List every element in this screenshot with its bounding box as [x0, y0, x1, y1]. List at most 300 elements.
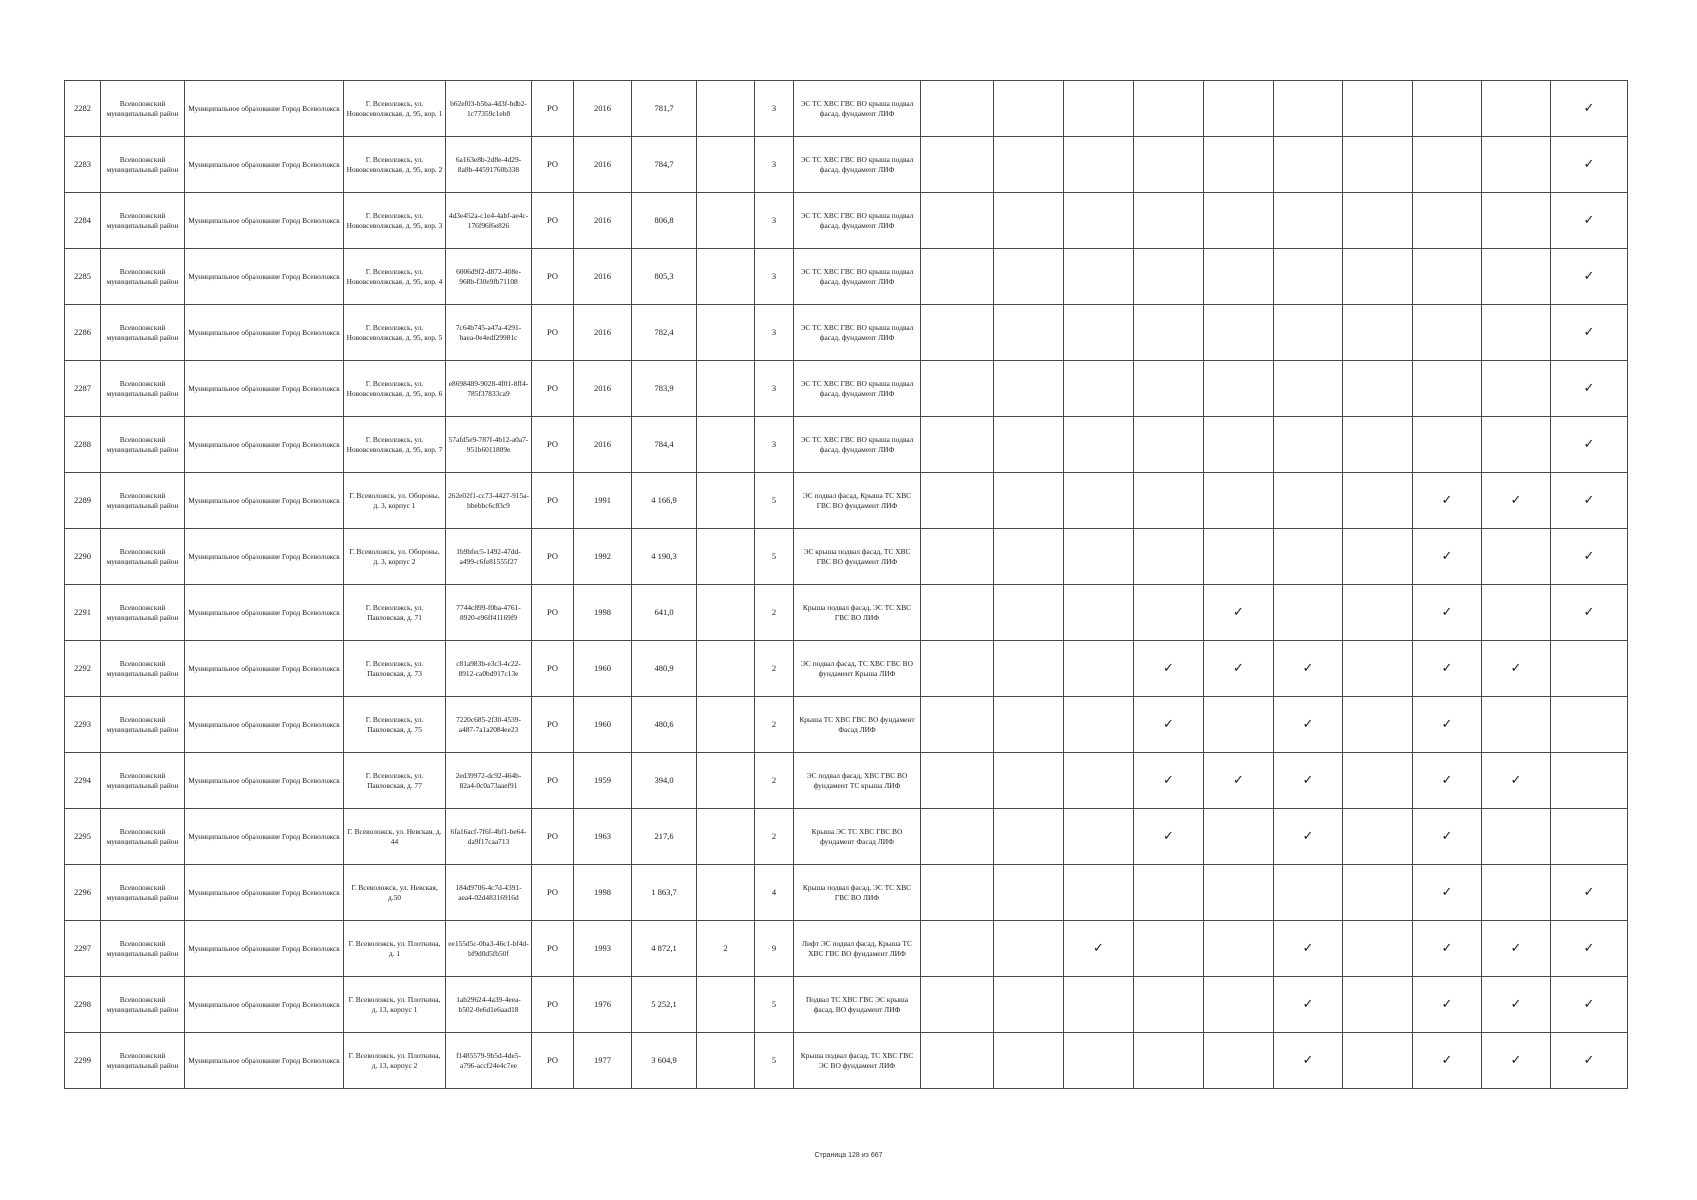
municipality-cell: Муниципальное образование Город Всеволожск	[185, 809, 344, 865]
guid-cell: f1485579-9b5d-4de5-a796-accf24e4c7ee	[446, 1033, 532, 1089]
empty-cell	[1064, 473, 1134, 529]
empty-cell	[921, 249, 994, 305]
empty-cell	[1064, 529, 1134, 585]
type-cell: РО	[532, 193, 574, 249]
address-cell: Г. Всеволожск, ул. Нововсеволжская, д. 95, кор. 7	[344, 417, 446, 473]
table-row	[65, 361, 1628, 417]
type-cell: РО	[532, 697, 574, 753]
year-cell: 2016	[574, 361, 632, 417]
empty-cell	[994, 1033, 1064, 1089]
type-cell: РО	[532, 305, 574, 361]
floors-cell: 3	[755, 249, 794, 305]
empty-cell	[1274, 473, 1343, 529]
address-cell: Г. Всеволожск, ул. Павловская, д. 77	[344, 753, 446, 809]
empty-cell	[1134, 529, 1204, 585]
empty-cell	[1482, 249, 1551, 305]
address-cell: Г. Всеволожск, ул. Нововсеволжская, д. 95, кор. 5	[344, 305, 446, 361]
area-cell: 784,4	[632, 417, 697, 473]
empty-cell	[1064, 585, 1134, 641]
checkmark-icon: ✓	[1482, 753, 1551, 809]
checkmark-icon: ✓	[1274, 641, 1343, 697]
floors-cell: 2	[755, 753, 794, 809]
guid-cell: 7744c899-f0ba-4761-8920-e96ff41169f9	[446, 585, 532, 641]
empty-cell	[994, 417, 1064, 473]
works-cell: ЭС ТС ХВС ГВС ВО крыша подвал фасад, фундамент ЛИФ	[794, 81, 921, 137]
extra-count-cell	[697, 361, 755, 417]
guid-cell: c81a983b-e3c3-4c22-8912-ca0bd917c13e	[446, 641, 532, 697]
empty-cell	[1482, 193, 1551, 249]
district-cell: Всеволожский муниципальный район	[101, 193, 185, 249]
type-cell: РО	[532, 249, 574, 305]
works-cell: Крыша ТС ХВС ГВС ВО фундамент Фасад ЛИФ	[794, 697, 921, 753]
area-cell: 641,0	[632, 585, 697, 641]
municipality-cell: Муниципальное образование Город Всеволожск	[185, 529, 344, 585]
floors-cell: 3	[755, 361, 794, 417]
table-row	[65, 81, 1628, 137]
extra-count-cell	[697, 977, 755, 1033]
year-cell: 2016	[574, 137, 632, 193]
year-cell: 2016	[574, 81, 632, 137]
empty-cell	[1134, 585, 1204, 641]
district-cell: Всеволожский муниципальный район	[101, 417, 185, 473]
works-cell: ЭС подвал фасад, ТС ХВС ГВС ВО фундамент Крыша ЛИФ	[794, 641, 921, 697]
row-number: 2292	[65, 641, 101, 697]
district-cell: Всеволожский муниципальный район	[101, 641, 185, 697]
empty-cell	[994, 361, 1064, 417]
row-number: 2296	[65, 865, 101, 921]
empty-cell	[1274, 305, 1343, 361]
checkmark-icon: ✓	[1413, 753, 1482, 809]
district-cell: Всеволожский муниципальный район	[101, 361, 185, 417]
empty-cell	[1413, 81, 1482, 137]
municipality-cell: Муниципальное образование Город Всеволожск	[185, 361, 344, 417]
floors-cell: 5	[755, 473, 794, 529]
empty-cell	[921, 529, 994, 585]
extra-count-cell	[697, 473, 755, 529]
extra-count-cell: 2	[697, 921, 755, 977]
empty-cell	[1274, 417, 1343, 473]
empty-cell	[1204, 865, 1274, 921]
empty-cell	[1274, 585, 1343, 641]
empty-cell	[1413, 417, 1482, 473]
empty-cell	[921, 865, 994, 921]
empty-cell	[1482, 809, 1551, 865]
district-cell: Всеволожский муниципальный район	[101, 81, 185, 137]
checkmark-icon: ✓	[1482, 1033, 1551, 1089]
empty-cell	[1204, 81, 1274, 137]
municipality-cell: Муниципальное образование Город Всеволожск	[185, 193, 344, 249]
checkmark-icon: ✓	[1413, 641, 1482, 697]
checkmark-icon: ✓	[1134, 697, 1204, 753]
empty-cell	[1064, 81, 1134, 137]
type-cell: РО	[532, 417, 574, 473]
floors-cell: 2	[755, 641, 794, 697]
empty-cell	[994, 809, 1064, 865]
year-cell: 1992	[574, 529, 632, 585]
year-cell: 1963	[574, 809, 632, 865]
works-cell: Лифт ЭС подвал фасад, Крыша ТС ХВС ГВС ВО фундамент ЛИФ	[794, 921, 921, 977]
row-number: 2293	[65, 697, 101, 753]
guid-cell: 2ed39972-dc92-464b-82a4-0c0a73aaef91	[446, 753, 532, 809]
empty-cell	[1064, 641, 1134, 697]
area-cell: 217,6	[632, 809, 697, 865]
works-cell: Крыша подвал фасад, ТС ХВС ГВС ЭС ВО фундамент ЛИФ	[794, 1033, 921, 1089]
empty-cell	[1204, 473, 1274, 529]
table-row	[65, 249, 1628, 305]
guid-cell: 6fa16acf-7f6f-4bf1-be64-da9f17caa713	[446, 809, 532, 865]
checkmark-icon: ✓	[1551, 249, 1628, 305]
empty-cell	[994, 753, 1064, 809]
area-cell: 784,7	[632, 137, 697, 193]
empty-cell	[1274, 529, 1343, 585]
checkmark-icon: ✓	[1551, 977, 1628, 1033]
works-cell: Крыша подвал фасад, ЭС ТС ХВС ГВС ВО ЛИФ	[794, 585, 921, 641]
empty-cell	[1343, 977, 1413, 1033]
row-number: 2290	[65, 529, 101, 585]
extra-count-cell	[697, 809, 755, 865]
table-row	[65, 529, 1628, 585]
guid-cell: 1ab29624-4a39-4eea-b502-0e6d1e6aad18	[446, 977, 532, 1033]
empty-cell	[1274, 249, 1343, 305]
empty-cell	[1482, 361, 1551, 417]
empty-cell	[1064, 865, 1134, 921]
works-cell: Крыша подвал фасад, ЭС ТС ХВС ГВС ВО ЛИФ	[794, 865, 921, 921]
municipality-cell: Муниципальное образование Город Всеволожск	[185, 81, 344, 137]
empty-cell	[1274, 193, 1343, 249]
empty-cell	[1482, 585, 1551, 641]
empty-cell	[1064, 249, 1134, 305]
extra-count-cell	[697, 641, 755, 697]
empty-cell	[1134, 417, 1204, 473]
table-row	[65, 585, 1628, 641]
checkmark-icon: ✓	[1551, 193, 1628, 249]
empty-cell	[1413, 305, 1482, 361]
checkmark-icon: ✓	[1413, 473, 1482, 529]
guid-cell: 262e02f1-cc73-4427-915a-bbebbc6c83c9	[446, 473, 532, 529]
empty-cell	[1134, 473, 1204, 529]
empty-cell	[1274, 865, 1343, 921]
empty-cell	[1064, 1033, 1134, 1089]
row-number: 2286	[65, 305, 101, 361]
address-cell: Г. Всеволожск, ул. Плоткина, д. 13, корпус 1	[344, 977, 446, 1033]
table-row	[65, 473, 1628, 529]
area-cell: 4 872,1	[632, 921, 697, 977]
row-number: 2291	[65, 585, 101, 641]
row-number: 2283	[65, 137, 101, 193]
empty-cell	[1482, 697, 1551, 753]
district-cell: Всеволожский муниципальный район	[101, 697, 185, 753]
works-cell: ЭС ТС ХВС ГВС ВО крыша подвал фасад, фундамент ЛИФ	[794, 417, 921, 473]
checkmark-icon: ✓	[1482, 641, 1551, 697]
row-number: 2288	[65, 417, 101, 473]
empty-cell	[1134, 249, 1204, 305]
checkmark-icon: ✓	[1551, 473, 1628, 529]
district-cell: Всеволожский муниципальный район	[101, 809, 185, 865]
empty-cell	[1134, 865, 1204, 921]
empty-cell	[1204, 697, 1274, 753]
empty-cell	[1064, 137, 1134, 193]
empty-cell	[921, 417, 994, 473]
address-cell: Г. Всеволожск, ул. Плоткина, д. 1	[344, 921, 446, 977]
floors-cell: 3	[755, 137, 794, 193]
address-cell: Г. Всеволожск, ул. Невская, д.50	[344, 865, 446, 921]
municipality-cell: Муниципальное образование Город Всеволожск	[185, 1033, 344, 1089]
empty-cell	[1204, 137, 1274, 193]
empty-cell	[1343, 585, 1413, 641]
empty-cell	[1134, 1033, 1204, 1089]
empty-cell	[1204, 977, 1274, 1033]
table-row	[65, 697, 1628, 753]
municipality-cell: Муниципальное образование Город Всеволожск	[185, 137, 344, 193]
extra-count-cell	[697, 305, 755, 361]
address-cell: Г. Всеволожск, ул. Обороны, д. 3, корпус 2	[344, 529, 446, 585]
area-cell: 805,3	[632, 249, 697, 305]
empty-cell	[1343, 193, 1413, 249]
municipality-cell: Муниципальное образование Город Всеволожск	[185, 753, 344, 809]
empty-cell	[1064, 361, 1134, 417]
empty-cell	[921, 1033, 994, 1089]
checkmark-icon: ✓	[1551, 585, 1628, 641]
empty-cell	[1274, 137, 1343, 193]
floors-cell: 5	[755, 529, 794, 585]
district-cell: Всеволожский муниципальный район	[101, 137, 185, 193]
floors-cell: 2	[755, 697, 794, 753]
guid-cell: b62ef03-b5ba-4d3f-bdb2-1c77359c1eb8	[446, 81, 532, 137]
empty-cell	[1134, 361, 1204, 417]
empty-cell	[994, 137, 1064, 193]
extra-count-cell	[697, 417, 755, 473]
empty-cell	[1343, 305, 1413, 361]
district-cell: Всеволожский муниципальный район	[101, 305, 185, 361]
empty-cell	[1064, 753, 1134, 809]
empty-cell	[1482, 529, 1551, 585]
checkmark-icon: ✓	[1413, 697, 1482, 753]
guid-cell: 6006d9f2-d872-408e-968b-f30e9fb71108	[446, 249, 532, 305]
empty-cell	[1413, 137, 1482, 193]
empty-cell	[1343, 137, 1413, 193]
area-cell: 5 252,1	[632, 977, 697, 1033]
empty-cell	[1064, 977, 1134, 1033]
type-cell: РО	[532, 641, 574, 697]
empty-cell	[921, 641, 994, 697]
works-cell: ЭС крыша подвал фасад, ТС ХВС ГВС ВО фундамент ЛИФ	[794, 529, 921, 585]
empty-cell	[921, 473, 994, 529]
extra-count-cell	[697, 753, 755, 809]
year-cell: 1998	[574, 585, 632, 641]
empty-cell	[921, 305, 994, 361]
floors-cell: 2	[755, 809, 794, 865]
municipality-cell: Муниципальное образование Город Всеволожск	[185, 697, 344, 753]
address-cell: Г. Всеволожск, ул. Нововсеволжская, д. 95, кор. 4	[344, 249, 446, 305]
row-number: 2282	[65, 81, 101, 137]
row-number: 2285	[65, 249, 101, 305]
row-number: 2295	[65, 809, 101, 865]
empty-cell	[994, 305, 1064, 361]
guid-cell: ee155d5c-0ba3-46c1-bf4d-bf9d0d5fb50f	[446, 921, 532, 977]
checkmark-icon: ✓	[1551, 1033, 1628, 1089]
row-number: 2297	[65, 921, 101, 977]
area-cell: 394,0	[632, 753, 697, 809]
empty-cell	[1482, 305, 1551, 361]
municipality-cell: Муниципальное образование Город Всеволожск	[185, 585, 344, 641]
empty-cell	[1134, 921, 1204, 977]
extra-count-cell	[697, 1033, 755, 1089]
empty-cell	[994, 193, 1064, 249]
empty-cell	[1413, 249, 1482, 305]
guid-cell: 57afd5e9-787f-4b12-a0a7-951b6011809e	[446, 417, 532, 473]
row-number: 2299	[65, 1033, 101, 1089]
year-cell: 2016	[574, 193, 632, 249]
works-cell: ЭС ТС ХВС ГВС ВО крыша подвал фасад, фундамент ЛИФ	[794, 137, 921, 193]
empty-cell	[1064, 697, 1134, 753]
table-row	[65, 865, 1628, 921]
year-cell: 2016	[574, 417, 632, 473]
empty-cell	[1134, 305, 1204, 361]
empty-cell	[1204, 809, 1274, 865]
empty-cell	[1551, 697, 1628, 753]
year-cell: 1998	[574, 865, 632, 921]
row-number: 2298	[65, 977, 101, 1033]
area-cell: 781,7	[632, 81, 697, 137]
empty-cell	[994, 697, 1064, 753]
table-row	[65, 809, 1628, 865]
municipality-cell: Муниципальное образование Город Всеволожск	[185, 641, 344, 697]
empty-cell	[1064, 809, 1134, 865]
row-number: 2289	[65, 473, 101, 529]
guid-cell: 1b9bfec5-1492-47dd-a499-c6fe81555f27	[446, 529, 532, 585]
row-number: 2284	[65, 193, 101, 249]
empty-cell	[1204, 249, 1274, 305]
checkmark-icon: ✓	[1204, 753, 1274, 809]
checkmark-icon: ✓	[1274, 977, 1343, 1033]
area-cell: 3 604,9	[632, 1033, 697, 1089]
checkmark-icon: ✓	[1551, 417, 1628, 473]
area-cell: 4 166,9	[632, 473, 697, 529]
empty-cell	[1134, 81, 1204, 137]
checkmark-icon: ✓	[1134, 809, 1204, 865]
guid-cell: 7c64b745-a47a-4291-baea-0e4edf29981c	[446, 305, 532, 361]
empty-cell	[1482, 81, 1551, 137]
district-cell: Всеволожский муниципальный район	[101, 585, 185, 641]
empty-cell	[921, 753, 994, 809]
empty-cell	[994, 641, 1064, 697]
empty-cell	[1343, 361, 1413, 417]
year-cell: 1960	[574, 641, 632, 697]
empty-cell	[921, 697, 994, 753]
empty-cell	[1204, 417, 1274, 473]
empty-cell	[1134, 193, 1204, 249]
empty-cell	[921, 137, 994, 193]
empty-cell	[1343, 921, 1413, 977]
empty-cell	[1343, 417, 1413, 473]
checkmark-icon: ✓	[1413, 809, 1482, 865]
empty-cell	[1204, 1033, 1274, 1089]
year-cell: 2016	[574, 305, 632, 361]
municipality-cell: Муниципальное образование Город Всеволожск	[185, 417, 344, 473]
empty-cell	[921, 809, 994, 865]
empty-cell	[1274, 81, 1343, 137]
empty-cell	[921, 193, 994, 249]
floors-cell: 3	[755, 193, 794, 249]
type-cell: РО	[532, 361, 574, 417]
empty-cell	[1551, 641, 1628, 697]
checkmark-icon: ✓	[1274, 753, 1343, 809]
empty-cell	[1343, 249, 1413, 305]
floors-cell: 9	[755, 921, 794, 977]
extra-count-cell	[697, 585, 755, 641]
floors-cell: 3	[755, 417, 794, 473]
checkmark-icon: ✓	[1413, 1033, 1482, 1089]
housing-register-table	[64, 80, 1628, 1089]
empty-cell	[994, 977, 1064, 1033]
checkmark-icon: ✓	[1551, 81, 1628, 137]
checkmark-icon: ✓	[1204, 641, 1274, 697]
extra-count-cell	[697, 137, 755, 193]
checkmark-icon: ✓	[1274, 809, 1343, 865]
empty-cell	[1064, 193, 1134, 249]
empty-cell	[921, 921, 994, 977]
district-cell: Всеволожский муниципальный район	[101, 921, 185, 977]
guid-cell: 6a163e8b-2d8e-4d29-8a8b-44591760b338	[446, 137, 532, 193]
table-row	[65, 753, 1628, 809]
guid-cell: 184d9706-4c7d-4391-aea4-02d48316916d	[446, 865, 532, 921]
checkmark-icon: ✓	[1551, 305, 1628, 361]
checkmark-icon: ✓	[1274, 921, 1343, 977]
area-cell: 480,6	[632, 697, 697, 753]
checkmark-icon: ✓	[1482, 977, 1551, 1033]
type-cell: РО	[532, 529, 574, 585]
empty-cell	[1204, 193, 1274, 249]
table-row	[65, 977, 1628, 1033]
checkmark-icon: ✓	[1134, 641, 1204, 697]
guid-cell: e8698489-9028-4f01-8ff4-785f37833ca9	[446, 361, 532, 417]
row-number: 2294	[65, 753, 101, 809]
year-cell: 1993	[574, 921, 632, 977]
type-cell: РО	[532, 921, 574, 977]
empty-cell	[1551, 753, 1628, 809]
empty-cell	[1413, 193, 1482, 249]
type-cell: РО	[532, 809, 574, 865]
area-cell: 783,9	[632, 361, 697, 417]
table-row	[65, 641, 1628, 697]
type-cell: РО	[532, 81, 574, 137]
floors-cell: 2	[755, 585, 794, 641]
empty-cell	[1482, 865, 1551, 921]
empty-cell	[921, 585, 994, 641]
year-cell: 1976	[574, 977, 632, 1033]
checkmark-icon: ✓	[1134, 753, 1204, 809]
address-cell: Г. Всеволожск, ул. Обороны, д. 3, корпус 1	[344, 473, 446, 529]
empty-cell	[1064, 417, 1134, 473]
works-cell: ЭС ТС ХВС ГВС ВО крыша подвал фасад, фундамент ЛИФ	[794, 193, 921, 249]
year-cell: 1959	[574, 753, 632, 809]
checkmark-icon: ✓	[1274, 697, 1343, 753]
empty-cell	[1551, 809, 1628, 865]
year-cell: 1960	[574, 697, 632, 753]
empty-cell	[1343, 697, 1413, 753]
extra-count-cell	[697, 249, 755, 305]
empty-cell	[994, 81, 1064, 137]
checkmark-icon: ✓	[1274, 1033, 1343, 1089]
area-cell: 1 863,7	[632, 865, 697, 921]
works-cell: ЭС подвал фасад, ХВС ГВС ВО фундамент ТС крыша ЛИФ	[794, 753, 921, 809]
works-cell: ЭС ТС ХВС ГВС ВО крыша подвал фасад, фундамент ЛИФ	[794, 249, 921, 305]
empty-cell	[1204, 305, 1274, 361]
empty-cell	[921, 361, 994, 417]
floors-cell: 3	[755, 81, 794, 137]
works-cell: ЭС ТС ХВС ГВС ВО крыша подвал фасад, фундамент ЛИФ	[794, 305, 921, 361]
type-cell: РО	[532, 1033, 574, 1089]
